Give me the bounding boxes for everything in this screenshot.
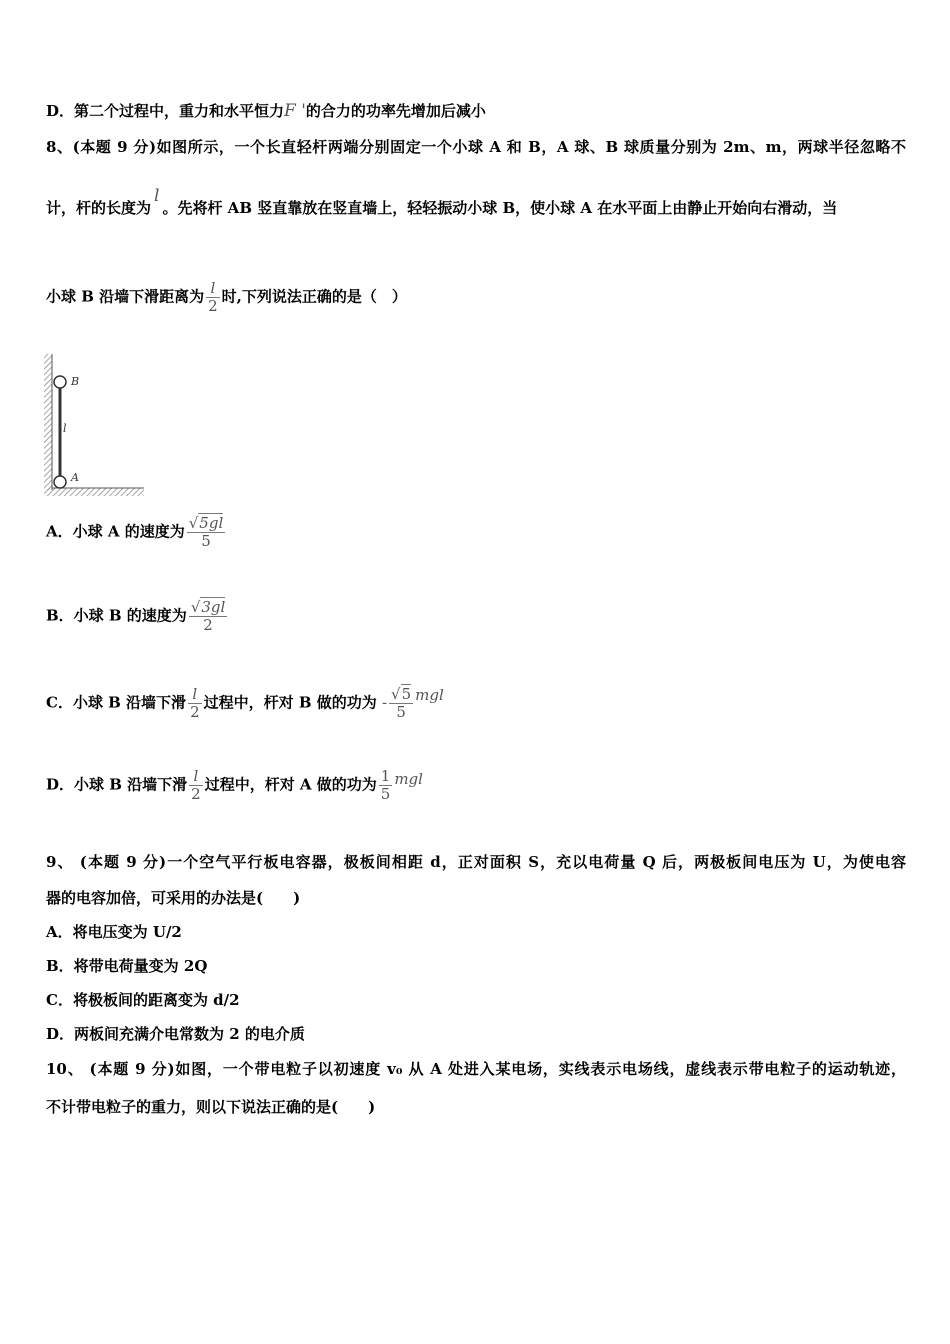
q8-option-c-text: C．小球 B 沿墙下滑 (46, 693, 187, 712)
q8-option-d-value (379, 768, 393, 803)
q9-option-b: B．将带电荷量变为 2Q (46, 957, 208, 975)
frac-den: 5 (201, 532, 211, 550)
q8-option-c (46, 686, 444, 721)
q8-option-b-value: $\frac{√3gl}{2}$ (190, 598, 226, 634)
q8-option-c-mid: 过程中，杆对 B 做的功为 (203, 693, 377, 712)
q7-option-d-tail: 的合力的功率先增加后减小 (305, 102, 486, 120)
q8-option-a-text: A．小球 A 的速度为 (46, 522, 185, 541)
frac-den: 5 (396, 703, 406, 721)
q8-stem-line2 (46, 186, 838, 218)
label-a: A (71, 471, 79, 484)
q9-stem-line2: 器的电容加倍，可采用的办法是( ) (46, 889, 301, 907)
q9-stem-line1: 9、 (本题 9 分)一个空气平行板电容器，极板间相距 d，正对面积 S，充以电荷量 Q 后，两极板间电压为 U，为使电容 (46, 853, 906, 871)
q8-option-d-mgl: mgl (394, 769, 423, 788)
q8-stem-line3-b: 时,下列说法正确的是（ ） (221, 287, 407, 306)
q8-option-c-value: $\frac{√5}{5}$ (391, 685, 412, 721)
q8-option-c-mgl: mgl (415, 685, 444, 704)
q8-option-c-fraction (188, 686, 202, 721)
frac-den: 2 (208, 297, 218, 315)
frac-den: 2 (190, 703, 200, 721)
q8-option-d-mid: 过程中，杆对 A 做的功为 (204, 775, 377, 794)
q8-option-d (46, 768, 423, 803)
q9-option-d: D．两板间充满介电常数为 2 的电介质 (46, 1025, 305, 1043)
floor-hatching (44, 488, 144, 496)
q8-stem-line3-a: 小球 B 沿墙下滑距离为 (46, 287, 205, 306)
q9-option-a: A．将电压变为 U/2 (46, 923, 182, 941)
label-l: l (63, 422, 67, 435)
q9-option-c: C．将极板间的距离变为 d/2 (46, 991, 240, 1009)
frac-den: 5 (380, 785, 391, 803)
q8-option-d-text: D．小球 B 沿墙下滑 (46, 775, 188, 794)
q8-option-b-text: B．小球 B 的速度为 (46, 606, 187, 625)
frac-num: 3gl (201, 598, 226, 616)
frac-num: l (188, 686, 202, 704)
q8-rod-wall-figure (40, 350, 150, 500)
q7-force-symbol: F ' (284, 101, 306, 121)
frac-num: 5 (401, 685, 412, 703)
ball-a (54, 476, 66, 488)
frac-num: l (206, 280, 220, 298)
q10-stem-line1: 10、 (本题 9 分)如图，一个带电粒子以初速度 v₀ 从 A 处进入某电场，实线表示电场线，虚线表示带电粒子的运动轨迹， (46, 1060, 906, 1078)
ball-b (54, 376, 66, 388)
frac-num: l (189, 768, 203, 786)
q7-option-d (46, 101, 486, 121)
q8-option-b (46, 599, 229, 634)
q8-option-a-value: $\frac{√5gl}{5}$ (188, 514, 224, 550)
q8-option-a (46, 515, 227, 550)
q10-stem-line2: 不计带电粒子的重力，则以下说法正确的是( ) (46, 1098, 376, 1116)
label-b: B (71, 375, 80, 388)
q8-option-c-sign: - (381, 693, 388, 712)
q8-stem-line1: 8、(本题 9 分)如图所示，一个长直轻杆两端分别固定一个小球 A 和 B，A 球、B 球质量分别为 2m、m，两球半径忽略不 (46, 138, 906, 156)
wall-hatching (44, 354, 52, 490)
q7-option-d-text: D．第二个过程中，重力和水平恒力 (46, 102, 285, 120)
q8-stem-line2-b: 。先将杆 AB 竖直靠放在竖直墙上，轻轻振动小球 B，使小球 A 在水平面上由静止开始向右滑动，当 (162, 199, 838, 217)
q8-fraction-l-over-2 (206, 280, 220, 315)
q8-stem-line3 (46, 280, 407, 315)
q8-stem-line2-a: 计，杆的长度为 (46, 199, 152, 217)
frac-num: 1 (380, 767, 391, 785)
frac-den: 2 (203, 616, 213, 634)
frac-num: 5gl (199, 514, 224, 532)
q8-option-d-fraction (189, 768, 203, 803)
q8-length-symbol: l (154, 186, 160, 206)
frac-den: 2 (191, 785, 201, 803)
